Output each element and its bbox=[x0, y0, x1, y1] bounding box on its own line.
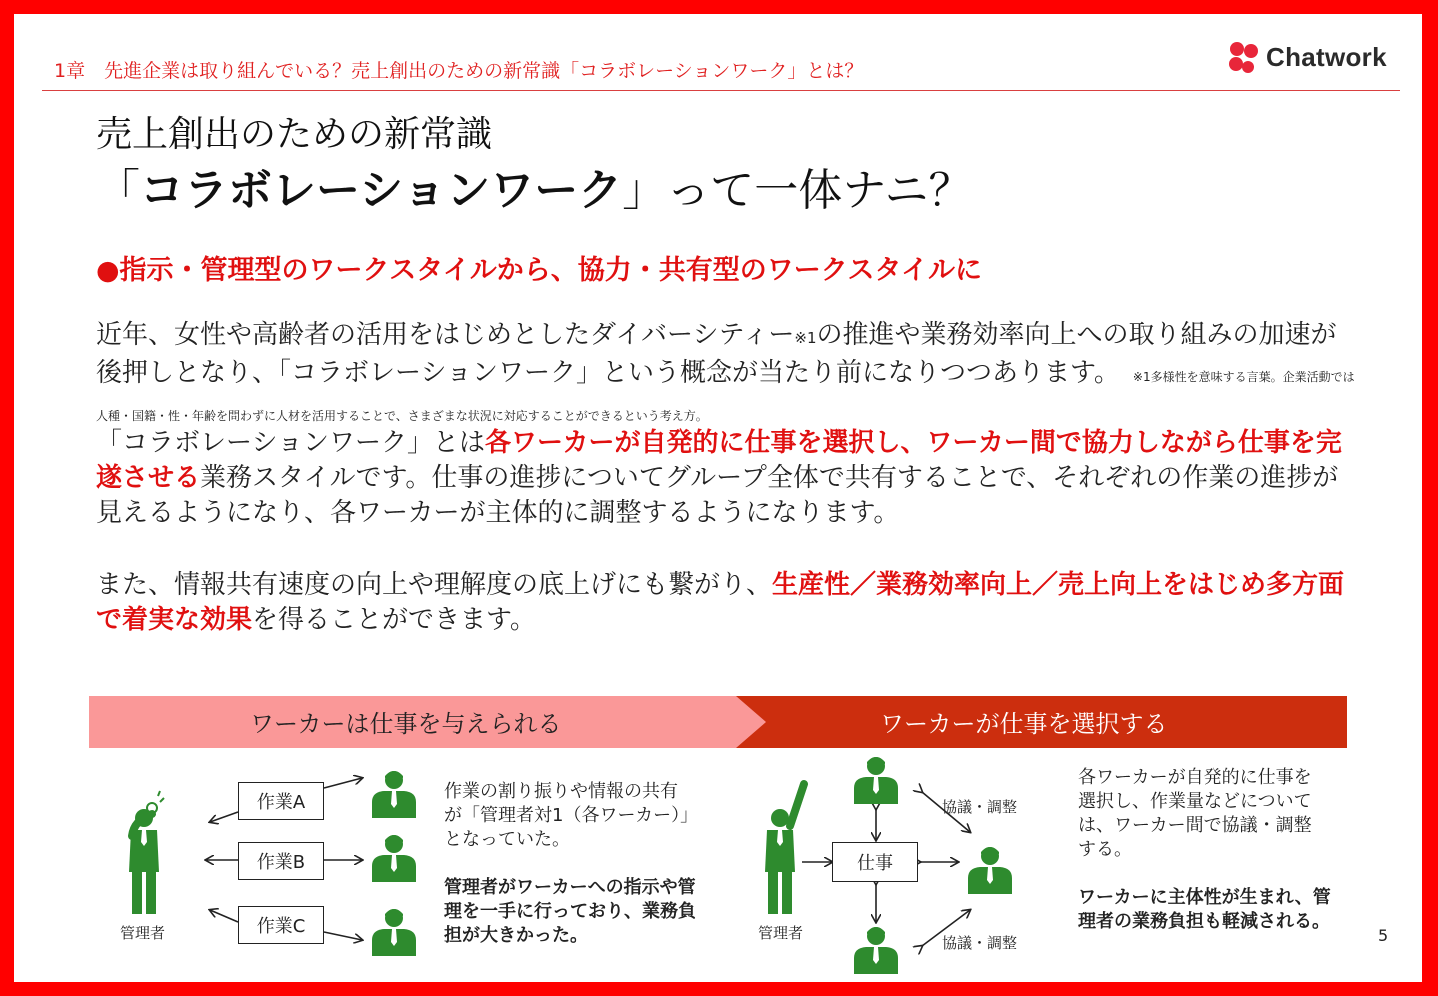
worker-top-figure bbox=[854, 757, 898, 804]
coordination-label-bottom: 協議・調整 bbox=[942, 934, 1018, 952]
coordination-label-top: 協議・調整 bbox=[942, 798, 1018, 816]
work-box: 仕事 bbox=[832, 842, 918, 882]
worker-bottom-figure bbox=[854, 927, 898, 974]
title-bracket-open: 「 bbox=[96, 165, 140, 216]
task-a-box: 作業A bbox=[238, 782, 324, 820]
paragraph-3-text-a: また、情報共有速度の向上や理解度の底上げにも繋がり、 bbox=[96, 570, 773, 600]
task-c-box: 作業C bbox=[238, 906, 324, 944]
worried-manager-figure bbox=[129, 791, 164, 914]
right-description-bold bbox=[1078, 886, 1340, 934]
worker-c-figure bbox=[372, 909, 416, 956]
arrow-task-c-to-manager bbox=[210, 910, 238, 922]
right-manager-label: 管理者 bbox=[758, 924, 804, 942]
title-suffix: 」って一体ナニ？ bbox=[622, 165, 973, 216]
footnote-text: ※1多様性を意味する言葉。企業活動では人種・国籍・性・年齢を問わずに人材を活用することで、さまざまな状況に対応することができるという考え方。 bbox=[96, 370, 1355, 423]
left-description-bold-text: 管理者がワーカーへの指示や管理を一手に行っており、業務負担が大きかった。 bbox=[444, 877, 696, 946]
logo-text: Chatwork bbox=[1266, 42, 1387, 72]
left-description: 作業の割り振りや情報の共有が「管理者対1（各ワーカー）」となっていた。 bbox=[444, 781, 690, 850]
arrow-task-a-to-worker bbox=[324, 778, 362, 788]
right-description: 各ワーカーが自発的に仕事を選択し、作業量などについては、ワーカー間で協議・調整する。 bbox=[1078, 767, 1312, 860]
title-line-1: 売上創出のための新常識 bbox=[96, 114, 493, 155]
right-description-bold-text: ワーカーに主体性が生まれ、管理者の業務負担も軽減される。 bbox=[1078, 887, 1331, 932]
paragraph-3-highlight: 生産性／業務効率向上／売上向上をはじめ多方面で着実な効果 bbox=[96, 570, 1345, 635]
worker-right-figure bbox=[968, 847, 1012, 894]
arrow-task-a-to-manager bbox=[210, 812, 238, 822]
worker-b-figure bbox=[372, 835, 416, 882]
paragraph-2-text-b: 業務スタイルです。仕事の進捗についてグループ全体で共有することで、それぞれの作業の進捗が見えるようになり、各ワーカーが主体的に調整するようになります。 bbox=[96, 463, 1339, 528]
slide bbox=[14, 14, 1422, 982]
band-left-label: ワーカーは仕事を与えられる bbox=[250, 710, 562, 738]
title-keyword: コラボレーションワーク bbox=[140, 165, 623, 216]
paragraph-2-highlight: 各ワーカーが自発的に仕事を選択し、ワーカー間で協力しながら仕事を完遂させる bbox=[96, 428, 1342, 493]
raised-arm-manager-figure bbox=[765, 784, 804, 914]
task-b-box: 作業B bbox=[238, 842, 324, 880]
paragraph-1-text-a: 近年、女性や高齢者の活用をはじめとしたダイバーシティー bbox=[96, 320, 795, 350]
footnote-marker: ※1 bbox=[794, 329, 817, 347]
subheading: ●指示・管理型のワークスタイルから、協力・共有型のワークスタイルに bbox=[96, 255, 982, 286]
paragraph-1-text-b: の推進や業務効率向上への取り組みの加速が後押しとなり、「コラボレーションワーク」という概念が当たり前になりつつあります。 bbox=[96, 320, 1337, 388]
worker-a-figure bbox=[372, 771, 416, 818]
chapter-header: 1章 先進企業は取り組んでいる？売上創出のための新常識「コラボレーションワーク」とは？ bbox=[54, 60, 864, 82]
page-number: 5 bbox=[1378, 926, 1389, 945]
arrow-task-c-to-worker bbox=[324, 932, 362, 940]
paragraph-3-text-b: を得ることができます。 bbox=[252, 605, 536, 635]
left-manager-label: 管理者 bbox=[120, 924, 166, 942]
paragraph-2-text-a: 「コラボレーションワーク」とは bbox=[96, 428, 485, 458]
left-description-bold bbox=[444, 876, 706, 948]
band-right-label: ワーカーが仕事を選択する bbox=[880, 710, 1168, 738]
